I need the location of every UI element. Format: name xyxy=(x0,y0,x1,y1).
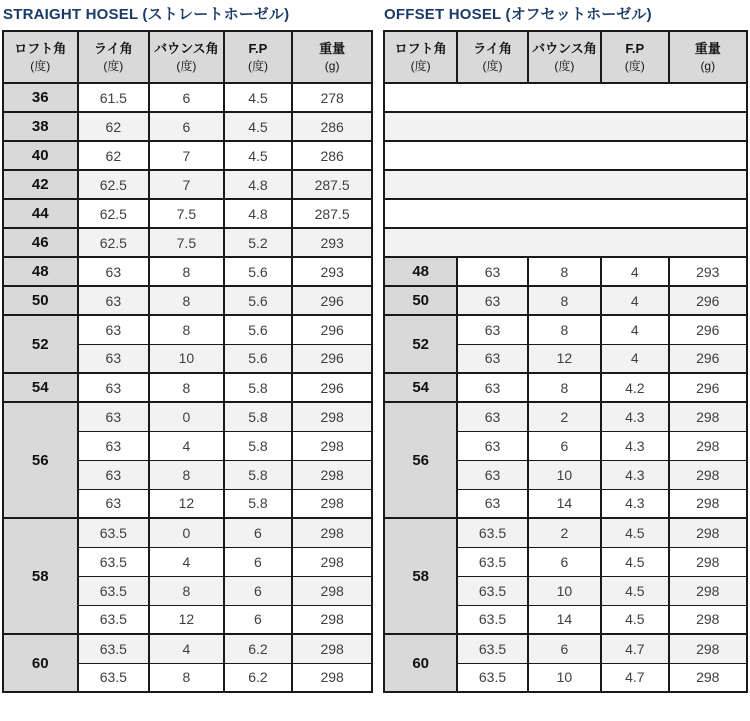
value-cell: 6 xyxy=(224,518,293,547)
header-label: バウンス角 xyxy=(532,41,597,56)
header-unit: (g) xyxy=(700,59,716,73)
table-row xyxy=(3,228,372,257)
table-row xyxy=(384,634,747,663)
value-cell: 63.5 xyxy=(78,605,150,634)
header-label: バウンス角 xyxy=(154,41,219,56)
value-cell: 5.6 xyxy=(224,315,293,344)
value-cell: 63.5 xyxy=(457,634,527,663)
value-cell: 6 xyxy=(224,547,293,576)
value-cell: 6 xyxy=(528,634,601,663)
header-cell-weight xyxy=(669,31,747,83)
empty-row-cell xyxy=(384,170,747,199)
value-cell: 4 xyxy=(601,257,669,286)
value-cell: 63 xyxy=(78,315,150,344)
loft-cell: 54 xyxy=(3,373,78,402)
value-cell: 296 xyxy=(292,344,372,373)
value-cell: 298 xyxy=(292,634,372,663)
table-row xyxy=(3,286,372,315)
value-cell: 63 xyxy=(78,460,150,489)
header-unit: (度) xyxy=(554,59,575,73)
value-cell: 5.6 xyxy=(224,257,293,286)
value-cell: 2 xyxy=(528,402,601,431)
value-cell: 296 xyxy=(292,373,372,402)
value-cell: 2 xyxy=(528,518,601,547)
header-cell-fp xyxy=(224,31,293,83)
header-label: F.P xyxy=(248,41,268,56)
value-cell: 63.5 xyxy=(78,576,150,605)
value-cell: 12 xyxy=(149,489,224,518)
loft-cell: 60 xyxy=(384,634,457,692)
value-cell: 5.6 xyxy=(224,286,293,315)
value-cell: 8 xyxy=(149,663,224,692)
loft-cell: 58 xyxy=(3,518,78,634)
value-cell: 63 xyxy=(78,402,150,431)
value-cell: 298 xyxy=(292,431,372,460)
value-cell: 63.5 xyxy=(457,663,527,692)
loft-cell: 56 xyxy=(384,402,457,518)
value-cell: 10 xyxy=(528,576,601,605)
loft-cell: 46 xyxy=(3,228,78,257)
value-cell: 12 xyxy=(528,344,601,373)
value-cell: 63 xyxy=(78,489,150,518)
header-label: 重量 xyxy=(319,41,346,56)
straight-hosel-section xyxy=(2,3,373,693)
value-cell: 63 xyxy=(78,431,150,460)
table-row xyxy=(3,257,372,286)
value-cell: 296 xyxy=(292,315,372,344)
value-cell: 5.8 xyxy=(224,489,293,518)
header-cell-loft xyxy=(3,31,78,83)
value-cell: 62.5 xyxy=(78,170,150,199)
value-cell: 7 xyxy=(149,170,224,199)
value-cell: 63.5 xyxy=(78,518,150,547)
value-cell: 63.5 xyxy=(457,605,527,634)
value-cell: 298 xyxy=(292,547,372,576)
value-cell: 298 xyxy=(292,460,372,489)
value-cell: 6 xyxy=(528,547,601,576)
value-cell: 5.8 xyxy=(224,373,293,402)
value-cell: 4.5 xyxy=(601,576,669,605)
header-unit: (度) xyxy=(103,59,124,73)
value-cell: 296 xyxy=(669,286,747,315)
value-cell: 63.5 xyxy=(78,634,150,663)
value-cell: 63 xyxy=(457,315,527,344)
header-cell-loft xyxy=(384,31,457,83)
value-cell: 296 xyxy=(669,315,747,344)
value-cell: 287.5 xyxy=(292,170,372,199)
value-cell: 8 xyxy=(149,315,224,344)
header-cell-lie xyxy=(457,31,527,83)
value-cell: 63 xyxy=(78,344,150,373)
value-cell: 62 xyxy=(78,141,150,170)
header-unit: (度) xyxy=(482,59,503,73)
table-row xyxy=(3,141,372,170)
value-cell: 63.5 xyxy=(78,547,150,576)
header-row xyxy=(384,31,747,83)
value-cell: 298 xyxy=(669,547,747,576)
loft-cell: 54 xyxy=(384,373,457,402)
header-unit: (度) xyxy=(624,59,645,73)
value-cell: 293 xyxy=(292,228,372,257)
value-cell: 298 xyxy=(292,605,372,634)
value-cell: 63.5 xyxy=(78,663,150,692)
value-cell: 5.2 xyxy=(224,228,293,257)
straight-hosel-table-body xyxy=(3,83,372,692)
loft-cell: 60 xyxy=(3,634,78,692)
value-cell: 298 xyxy=(669,634,747,663)
header-cell-weight xyxy=(292,31,372,83)
value-cell: 6 xyxy=(528,431,601,460)
value-cell: 8 xyxy=(528,373,601,402)
value-cell: 6 xyxy=(149,112,224,141)
value-cell: 8 xyxy=(528,286,601,315)
value-cell: 298 xyxy=(292,663,372,692)
value-cell: 14 xyxy=(528,489,601,518)
table-row xyxy=(384,257,747,286)
value-cell: 4 xyxy=(601,315,669,344)
offset-hosel-table-header xyxy=(384,31,747,83)
value-cell: 4.5 xyxy=(224,83,293,112)
header-label: 重量 xyxy=(694,41,721,56)
value-cell: 63 xyxy=(457,257,527,286)
value-cell: 293 xyxy=(669,257,747,286)
loft-cell: 52 xyxy=(384,315,457,373)
value-cell: 4.5 xyxy=(601,518,669,547)
loft-cell: 50 xyxy=(384,286,457,315)
offset-hosel-table xyxy=(383,30,748,693)
value-cell: 4.3 xyxy=(601,402,669,431)
value-cell: 4 xyxy=(149,634,224,663)
value-cell: 5.6 xyxy=(224,344,293,373)
table-row xyxy=(384,286,747,315)
value-cell: 298 xyxy=(669,489,747,518)
empty-row xyxy=(384,170,747,199)
value-cell: 61.5 xyxy=(78,83,150,112)
value-cell: 63 xyxy=(457,460,527,489)
value-cell: 63 xyxy=(457,431,527,460)
straight-hosel-title: STRAIGHT HOSEL (ストレートホーゼル) xyxy=(3,6,290,23)
value-cell: 62 xyxy=(78,112,150,141)
header-label: ロフト角 xyxy=(14,41,67,56)
value-cell: 5.8 xyxy=(224,402,293,431)
value-cell: 63 xyxy=(457,402,527,431)
table-row xyxy=(3,112,372,141)
value-cell: 4.3 xyxy=(601,431,669,460)
loft-cell: 44 xyxy=(3,199,78,228)
empty-row-cell xyxy=(384,83,747,112)
empty-row-cell xyxy=(384,228,747,257)
header-unit: (度) xyxy=(247,59,268,73)
value-cell: 63 xyxy=(78,373,150,402)
header-cell-bounce xyxy=(149,31,224,83)
value-cell: 0 xyxy=(149,518,224,547)
empty-row-cell xyxy=(384,199,747,228)
value-cell: 4.5 xyxy=(224,141,293,170)
value-cell: 4.5 xyxy=(601,547,669,576)
loft-cell: 56 xyxy=(3,402,78,518)
value-cell: 298 xyxy=(669,576,747,605)
value-cell: 12 xyxy=(149,605,224,634)
loft-cell: 48 xyxy=(3,257,78,286)
header-label: ライ角 xyxy=(94,41,133,56)
value-cell: 298 xyxy=(669,663,747,692)
value-cell: 8 xyxy=(149,460,224,489)
header-label: F.P xyxy=(625,41,645,56)
table-row xyxy=(3,83,372,112)
offset-hosel-section xyxy=(383,3,748,693)
value-cell: 278 xyxy=(292,83,372,112)
value-cell: 8 xyxy=(149,373,224,402)
table-row xyxy=(3,518,372,547)
value-cell: 0 xyxy=(149,402,224,431)
straight-hosel-table xyxy=(2,30,373,693)
value-cell: 298 xyxy=(669,518,747,547)
value-cell: 4.8 xyxy=(224,170,293,199)
value-cell: 4 xyxy=(149,431,224,460)
value-cell: 4 xyxy=(601,286,669,315)
empty-row-cell xyxy=(384,141,747,170)
loft-cell: 48 xyxy=(384,257,457,286)
value-cell: 7 xyxy=(149,141,224,170)
empty-row xyxy=(384,112,747,141)
value-cell: 8 xyxy=(528,257,601,286)
loft-cell: 42 xyxy=(3,170,78,199)
table-row xyxy=(384,373,747,402)
offset-hosel-table-body xyxy=(384,83,747,692)
empty-row xyxy=(384,199,747,228)
value-cell: 4 xyxy=(601,344,669,373)
header-cell-lie xyxy=(78,31,150,83)
value-cell: 296 xyxy=(669,344,747,373)
value-cell: 62.5 xyxy=(78,199,150,228)
value-cell: 5.8 xyxy=(224,460,293,489)
header-label: ライ角 xyxy=(473,41,512,56)
value-cell: 4.5 xyxy=(224,112,293,141)
value-cell: 8 xyxy=(149,286,224,315)
table-row xyxy=(3,315,372,344)
value-cell: 298 xyxy=(292,402,372,431)
table-row xyxy=(3,199,372,228)
table-row xyxy=(3,170,372,199)
table-row xyxy=(384,402,747,431)
header-unit: (g) xyxy=(324,59,340,73)
value-cell: 298 xyxy=(292,576,372,605)
header-unit: (度) xyxy=(176,59,197,73)
loft-cell: 38 xyxy=(3,112,78,141)
empty-row-cell xyxy=(384,112,747,141)
header-cell-fp xyxy=(601,31,669,83)
empty-row xyxy=(384,83,747,112)
loft-cell: 36 xyxy=(3,83,78,112)
offset-hosel-title: OFFSET HOSEL (オフセットホーゼル) xyxy=(384,6,652,23)
value-cell: 63 xyxy=(78,257,150,286)
header-row xyxy=(3,31,372,83)
value-cell: 298 xyxy=(669,460,747,489)
value-cell: 7.5 xyxy=(149,199,224,228)
value-cell: 63.5 xyxy=(457,576,527,605)
value-cell: 63 xyxy=(457,286,527,315)
loft-cell: 58 xyxy=(384,518,457,634)
table-row xyxy=(3,402,372,431)
value-cell: 10 xyxy=(528,663,601,692)
value-cell: 7.5 xyxy=(149,228,224,257)
value-cell: 63.5 xyxy=(457,547,527,576)
value-cell: 4.7 xyxy=(601,663,669,692)
value-cell: 8 xyxy=(528,315,601,344)
value-cell: 63 xyxy=(457,489,527,518)
value-cell: 63 xyxy=(457,373,527,402)
value-cell: 10 xyxy=(149,344,224,373)
value-cell: 298 xyxy=(292,518,372,547)
value-cell: 4.2 xyxy=(601,373,669,402)
straight-hosel-table-header xyxy=(3,31,372,83)
value-cell: 10 xyxy=(528,460,601,489)
table-row xyxy=(384,315,747,344)
loft-cell: 40 xyxy=(3,141,78,170)
value-cell: 293 xyxy=(292,257,372,286)
header-label: ロフト角 xyxy=(394,41,447,56)
value-cell: 4.7 xyxy=(601,634,669,663)
header-cell-bounce xyxy=(528,31,601,83)
value-cell: 4 xyxy=(149,547,224,576)
value-cell: 6 xyxy=(224,605,293,634)
value-cell: 286 xyxy=(292,141,372,170)
value-cell: 6.2 xyxy=(224,634,293,663)
value-cell: 298 xyxy=(292,489,372,518)
value-cell: 287.5 xyxy=(292,199,372,228)
table-row xyxy=(3,634,372,663)
loft-cell: 52 xyxy=(3,315,78,373)
table-row xyxy=(3,373,372,402)
value-cell: 298 xyxy=(669,402,747,431)
value-cell: 6 xyxy=(224,576,293,605)
value-cell: 14 xyxy=(528,605,601,634)
value-cell: 296 xyxy=(292,286,372,315)
loft-cell: 50 xyxy=(3,286,78,315)
value-cell: 6.2 xyxy=(224,663,293,692)
value-cell: 63.5 xyxy=(457,518,527,547)
value-cell: 8 xyxy=(149,257,224,286)
header-unit: (度) xyxy=(30,59,51,73)
value-cell: 296 xyxy=(669,373,747,402)
value-cell: 4.8 xyxy=(224,199,293,228)
value-cell: 8 xyxy=(149,576,224,605)
value-cell: 4.5 xyxy=(601,605,669,634)
value-cell: 298 xyxy=(669,431,747,460)
value-cell: 5.8 xyxy=(224,431,293,460)
empty-row xyxy=(384,141,747,170)
table-row xyxy=(384,518,747,547)
value-cell: 4.3 xyxy=(601,460,669,489)
value-cell: 63 xyxy=(457,344,527,373)
header-unit: (度) xyxy=(410,59,431,73)
value-cell: 286 xyxy=(292,112,372,141)
value-cell: 4.3 xyxy=(601,489,669,518)
value-cell: 62.5 xyxy=(78,228,150,257)
value-cell: 63 xyxy=(78,286,150,315)
value-cell: 298 xyxy=(669,605,747,634)
value-cell: 6 xyxy=(149,83,224,112)
empty-row xyxy=(384,228,747,257)
